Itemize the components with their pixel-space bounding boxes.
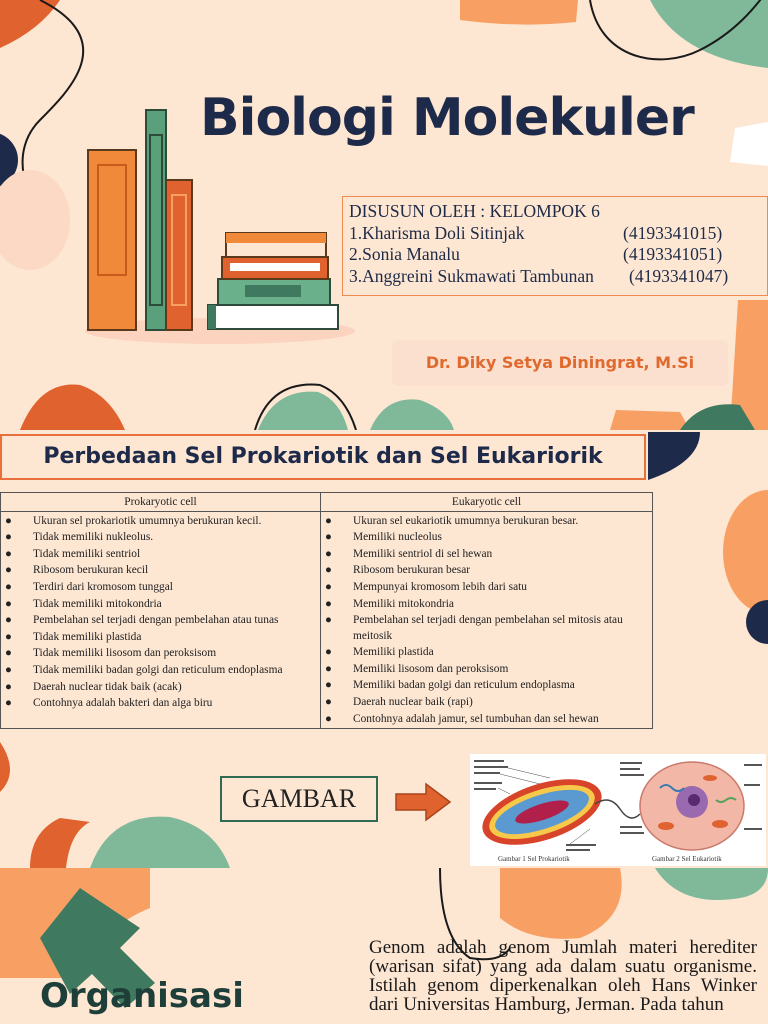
comparison-heading: Perbedaan Sel Prokariotik dan Sel Eukariorik <box>0 434 646 480</box>
list-item <box>321 513 650 530</box>
list-item <box>321 596 650 613</box>
title-slide <box>0 0 768 430</box>
author-name: 1.Kharisma Doli Sitinjak <box>349 222 525 243</box>
list-item-text: Terdiri dari kromosom tunggal <box>33 580 173 593</box>
list-item-text: Tidak memiliki mitokondria <box>33 597 162 610</box>
list-item-text: Contohnya adalah bakteri dan alga biru <box>33 697 213 710</box>
author-name: 3.Anggreini Sukmawati Tambunan <box>349 265 594 286</box>
list-item <box>321 563 650 580</box>
bullet-icon: ● <box>5 614 12 627</box>
bullet-icon: ● <box>325 564 332 577</box>
author-row <box>349 266 761 288</box>
presentation-title: Biologi Molekuler <box>200 88 694 148</box>
authors-heading: DISUSUN OLEH : KELOMPOK 6 <box>349 201 600 221</box>
list-item <box>1 596 318 613</box>
list-item <box>1 662 318 679</box>
bullet-icon: ● <box>325 580 332 593</box>
bullet-icon: ● <box>5 630 12 643</box>
comparison-table <box>0 492 653 729</box>
list-item-text: Ribosom berukuran besar <box>353 564 471 577</box>
list-item-text: Daerah nuclear tidak baik (acak) <box>33 680 182 693</box>
list-item-text: Memiliki lisosom dan peroksisom <box>353 662 509 675</box>
list-item-text: Tidak memiliki lisosom dan peroksisom <box>33 647 217 660</box>
list-item <box>1 530 318 547</box>
list-item-text: Memiliki sentriol di sel hewan <box>353 547 493 560</box>
list-item-text: Mempunyai kromosom lebih dari satu <box>353 580 527 593</box>
list-item-text: Ribosom berukuran kecil <box>33 564 149 577</box>
organisasi-slide <box>0 868 768 1024</box>
list-item-text: Tidak memiliki sentriol <box>33 547 141 560</box>
column-header-prokaryotic: Prokaryotic cell <box>1 493 321 512</box>
bullet-icon: ● <box>325 712 332 725</box>
list-item <box>321 645 650 662</box>
authors-box <box>342 196 768 296</box>
bullet-icon: ● <box>5 647 12 660</box>
gambar-label: GAMBAR <box>220 776 378 822</box>
bullet-icon: ● <box>325 531 332 544</box>
author-name: 2.Sonia Manalu <box>349 244 460 264</box>
prokaryotic-cell-illustration <box>474 760 640 858</box>
bullet-icon: ● <box>325 614 332 627</box>
list-item <box>1 696 318 713</box>
bullet-icon: ● <box>325 547 332 560</box>
bullet-icon: ● <box>5 514 12 527</box>
list-item-text: Tidak memiliki plastida <box>33 630 142 643</box>
list-item <box>321 613 650 645</box>
list-item <box>321 530 650 547</box>
eukaryotic-cell-illustration <box>620 762 762 850</box>
bullet-icon: ● <box>325 514 332 527</box>
author-id: (4193341051) <box>623 244 723 264</box>
lecturer-name: Dr. Diky Setya Diningrat, M.Si <box>392 340 728 386</box>
list-item-text: Daerah nuclear baik (rapi) <box>353 695 473 708</box>
cell-diagrams-image <box>470 754 766 866</box>
comparison-slide <box>0 432 768 868</box>
list-item <box>1 646 318 663</box>
list-item-text: Memiliki badan golgi dan reticulum endoplasma <box>353 679 575 692</box>
list-item <box>1 563 318 580</box>
cell-illustrations <box>470 754 766 866</box>
list-item <box>1 513 318 530</box>
list-item <box>321 661 650 678</box>
list-item-text: Memiliki plastida <box>353 646 434 659</box>
arrow-right-icon <box>392 782 454 822</box>
eukaryotic-list <box>321 512 653 729</box>
author-id: (4193341015) <box>623 222 723 243</box>
list-item <box>321 546 650 563</box>
list-item-text: Ukuran sel prokariotik umumnya berukuran kecil. <box>33 514 262 527</box>
list-item-text: Tidak memiliki badan golgi dan reticulum endoplasma <box>33 663 283 676</box>
column-header-eukaryotic: Eukaryotic cell <box>321 493 653 512</box>
list-item-text: Tidak memiliki nukleolus. <box>33 531 154 544</box>
bullet-icon: ● <box>5 547 12 560</box>
bullet-icon: ● <box>5 663 12 676</box>
bullet-icon: ● <box>325 597 332 610</box>
author-row <box>349 244 761 266</box>
list-item-text: Pembelahan sel terjadi dengan pembelahan atau tunas <box>33 614 279 627</box>
author-id: (4193341047) <box>629 265 729 286</box>
bullet-icon: ● <box>325 662 332 675</box>
list-item <box>321 678 650 695</box>
figure-caption-prokaryotic: Gambar 1 Sel Prokariotik <box>498 855 570 863</box>
prokaryotic-list <box>1 512 321 729</box>
list-item <box>1 629 318 646</box>
list-item-text: Contohnya adalah jamur, sel tumbuhan dan sel hewan <box>353 712 599 725</box>
figure-caption-eukaryotic: Gambar 2 Sel Eukariotik <box>652 855 722 863</box>
bullet-icon: ● <box>5 531 12 544</box>
list-item-text: Ukuran sel eukariotik umumnya berukuran besar. <box>353 514 579 527</box>
bullet-icon: ● <box>325 679 332 692</box>
list-item <box>1 613 318 630</box>
list-item-text: Memiliki nucleolus <box>353 531 442 544</box>
list-item <box>321 711 650 728</box>
bullet-icon: ● <box>5 580 12 593</box>
bullet-icon: ● <box>5 564 12 577</box>
list-item <box>1 579 318 596</box>
bullet-icon: ● <box>325 646 332 659</box>
list-item <box>1 679 318 696</box>
list-item-text: Pembelahan sel terjadi dengan pembelahan sel mitosis atau meitosik <box>353 614 623 642</box>
list-item-text: Memiliki mitokondria <box>353 597 454 610</box>
organisasi-title: Organisasi <box>40 976 244 1016</box>
bullet-icon: ● <box>5 597 12 610</box>
table-header-row <box>1 493 653 512</box>
bullet-icon: ● <box>5 697 12 710</box>
bullet-icon: ● <box>325 695 332 708</box>
bullet-icon: ● <box>5 680 12 693</box>
table-body-row <box>1 512 653 729</box>
list-item <box>321 579 650 596</box>
genom-paragraph: Genom adalah genom Jumlah materi herediter (warisan sifat) yang ada dalam suatu organisme. Istilah genom diperkenalkan oleh Hans Winker dari Universitas Hamburg, Jerman. Pada tahun <box>369 937 757 1015</box>
list-item <box>321 694 650 711</box>
list-item <box>1 546 318 563</box>
author-row <box>349 223 761 245</box>
